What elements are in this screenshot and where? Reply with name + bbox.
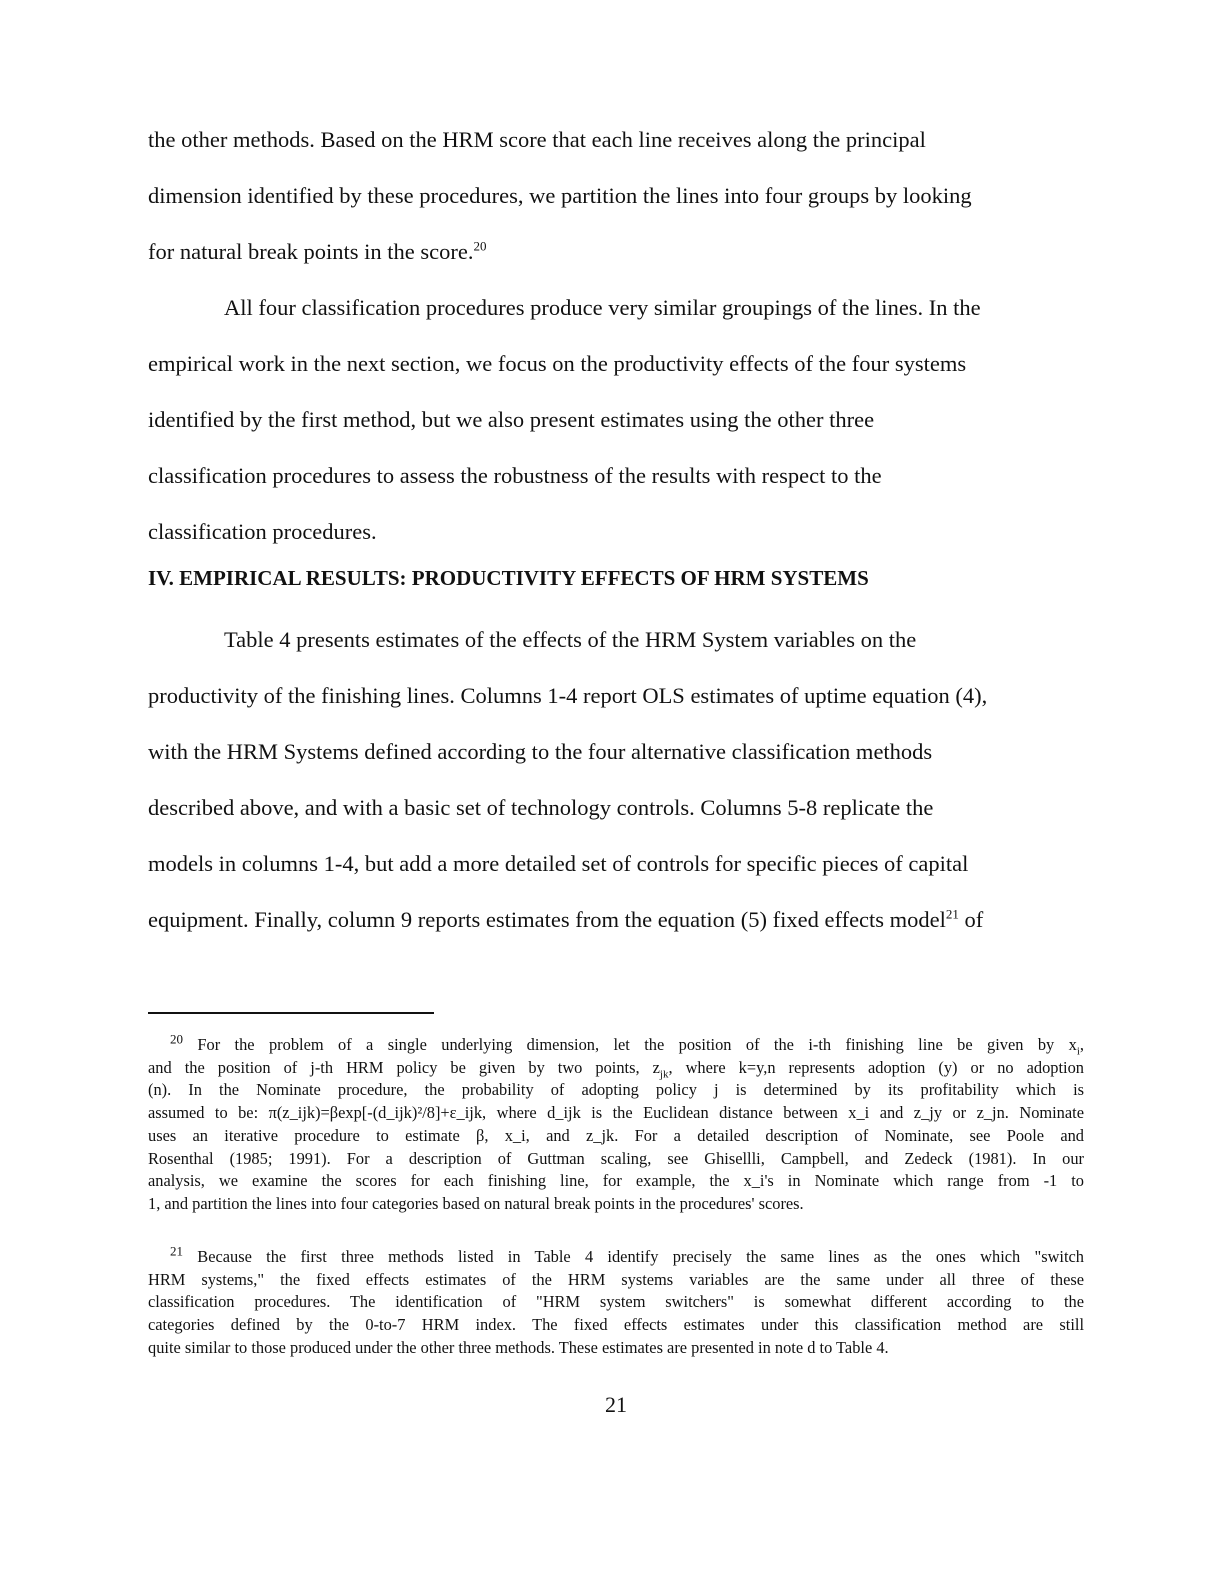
text-line: identified by the first method, but we also present estimates using the other three bbox=[148, 407, 875, 432]
footnote-ref-20[interactable]: 20 bbox=[473, 238, 487, 254]
text-line: described above, and with a basic set of technology controls. Columns 5-8 replicate the bbox=[148, 795, 934, 820]
footnote-line: Rosenthal (1985; 1991). For a description of Guttman scaling, see Ghisellli, Campbell, and Zedeck (1981). In our bbox=[148, 1148, 1084, 1168]
paragraph-continuation bbox=[148, 112, 1088, 280]
footnote-line: assumed to be: π(z_ijk)=βexp[-(d_ijk)²/8]+ε_ijk, where d_ijk is the Euclidean distance between x_i and z_jy or z_jn. Nominate bbox=[148, 1103, 1084, 1123]
footnote-line: classification procedures. The identification of "HRM system switchers" is somewhat different according to the bbox=[148, 1292, 1084, 1312]
footnote-line: uses an iterative procedure to estimate β, x_i, and z_jk. For a detailed description of Nominate, see Poole and bbox=[148, 1125, 1084, 1145]
text-line: models in columns 1-4, but add a more detailed set of controls for specific pieces of capital bbox=[148, 851, 969, 876]
footnote-line: (n). In the Nominate procedure, the probability of adopting policy j is determined by its profitability which is bbox=[148, 1080, 1084, 1100]
footnote-line: categories defined by the 0-to-7 HRM index. The fixed effects estimates under this classification method are still bbox=[148, 1315, 1084, 1335]
footnote-line: quite similar to those produced under the other three methods. These estimates are presented in note d to Table 4. bbox=[148, 1337, 889, 1357]
footnote-divider bbox=[148, 1012, 434, 1014]
footnote-20 bbox=[148, 1031, 1084, 1216]
footnote-21 bbox=[148, 1243, 1084, 1360]
text-line: classification procedures to assess the robustness of the results with respect to the bbox=[148, 463, 882, 488]
text-line: dimension identified by these procedures, we partition the lines into four groups by looking bbox=[148, 183, 972, 208]
footnote-ref-21[interactable]: 21 bbox=[945, 906, 959, 922]
footnote-line: HRM systems," the fixed effects estimates of the HRM systems variables are the same under all three of these bbox=[148, 1269, 1084, 1289]
footnote-mark: 21 bbox=[170, 1243, 183, 1259]
text-line: empirical work in the next section, we focus on the productivity effects of the four systems bbox=[148, 351, 967, 376]
paragraph-results bbox=[148, 612, 1088, 948]
text-line: for natural break points in the score.$^{20}$ bbox=[148, 238, 487, 264]
text-line: All four classification procedures produce very similar groupings of the lines. In the bbox=[224, 295, 981, 320]
text-line: with the HRM Systems defined according to the four alternative classification methods bbox=[148, 739, 933, 764]
section-heading: IV. EMPIRICAL RESULTS: PRODUCTIVITY EFFECTS OF HRM SYSTEMS bbox=[148, 566, 869, 590]
footnote-line: 1, and partition the lines into four categories based on natural break points in the procedures' scores. bbox=[148, 1193, 804, 1213]
text-line: the other methods. Based on the HRM score that each line receives along the principal bbox=[148, 127, 926, 152]
text-line: classification procedures. bbox=[148, 519, 377, 544]
footnote-line: analysis, we examine the scores for each finishing line, for example, the x_i's in Nominate which range from -1 to bbox=[148, 1171, 1084, 1191]
text-line: equipment. Finally, column 9 reports estimates from the equation (5) fixed effects model$^{21}$ of bbox=[148, 906, 984, 932]
text-line: Table 4 presents estimates of the effects of the HRM System variables on the bbox=[224, 627, 917, 652]
page-number: 21 bbox=[605, 1392, 627, 1417]
footnote-line: $^{20}$ For the problem of a single underlying dimension, let the position of the i-th finishing line be given by $x_i$, bbox=[170, 1031, 1084, 1058]
paragraph-classification bbox=[148, 280, 1088, 560]
footnote-line: and the position of j-th HRM policy be given by two points, $z_{jk}$, where k=y,n represents adoption (y) or no adoption bbox=[148, 1057, 1084, 1080]
footnote-mark: 20 bbox=[170, 1031, 183, 1047]
footnote-line: $^{21}$ Because the first three methods listed in Table 4 identify precisely the same lines as the ones which "switch bbox=[170, 1243, 1084, 1266]
text-line: productivity of the finishing lines. Columns 1-4 report OLS estimates of uptime equation (4), bbox=[148, 683, 988, 708]
